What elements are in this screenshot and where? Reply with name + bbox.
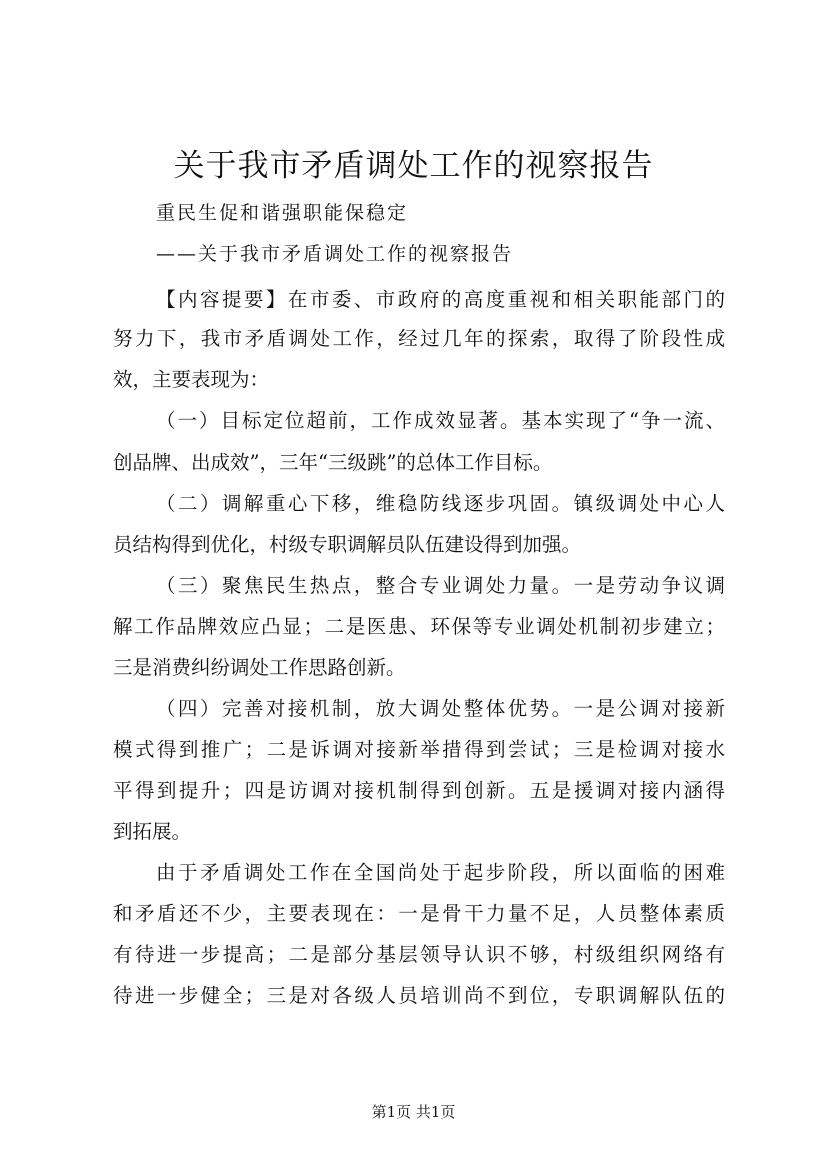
paragraph-line: （四）完善对接机制，放大调处整体优势。一是公调对接新 xyxy=(156,697,725,720)
paragraph-line: 由于矛盾调处工作在全国尚处于起步阶段，所以面临的困难 xyxy=(156,861,725,884)
paragraph-line: 模式得到推广；二是诉调对接新举措得到尝试；三是检调对接水 xyxy=(113,738,725,761)
paragraph-line: （二）调解重心下移，维稳防线逐步巩固。镇级调处中心人 xyxy=(156,492,725,515)
document-title: 关于我市矛盾调处工作的视察报告 xyxy=(173,148,654,184)
paragraph-line: 【内容提要】在市委、市政府的高度重视和相关职能部门的 xyxy=(156,288,725,311)
subtitle-line-2: ——关于我市矛盾调处工作的视察报告 xyxy=(156,243,514,265)
paragraph-line: 待进一步健全；三是对各级人员培训尚不到位，专职调解队伍的 xyxy=(113,984,725,1007)
paragraph-line: 到拓展。 xyxy=(113,820,192,843)
paragraph-line: 创品牌、出成效”，三年“三级跳”的总体工作目标。 xyxy=(113,451,553,474)
paragraph-line: 平得到提升；四是访调对接机制得到创新。五是援调对接内涵得 xyxy=(113,779,725,802)
paragraph-line: 员结构得到优化，村级专职调解员队伍建设得到加强。 xyxy=(113,533,582,556)
paragraph-line: 努力下，我市矛盾调处工作，经过几年的探索，取得了阶段性成 xyxy=(113,327,725,350)
page-number-footer: 第1页 共1页 xyxy=(371,1103,456,1121)
paragraph-line: 三是消费纠纷调处工作思路创新。 xyxy=(113,656,406,679)
paragraph-line: 解工作品牌效应凸显；二是医患、环保等专业调处机制初步建立； xyxy=(113,615,725,638)
paragraph-line: 有待进一步提高；二是部分基层领导认识不够，村级组织网络有 xyxy=(113,943,725,966)
paragraph-line: 效，主要表现为： xyxy=(113,368,270,391)
subtitle-line-1: 重民生促和谐强职能保稳定 xyxy=(156,202,409,224)
paragraph-line: 和矛盾还不少，主要表现在：一是骨干力量不足，人员整体素质 xyxy=(113,902,725,925)
paragraph-line: （一）目标定位超前，工作成效显著。基本实现了“争一流、 xyxy=(156,409,725,432)
paragraph-line: （三）聚焦民生热点，整合专业调处力量。一是劳动争议调 xyxy=(156,574,725,597)
